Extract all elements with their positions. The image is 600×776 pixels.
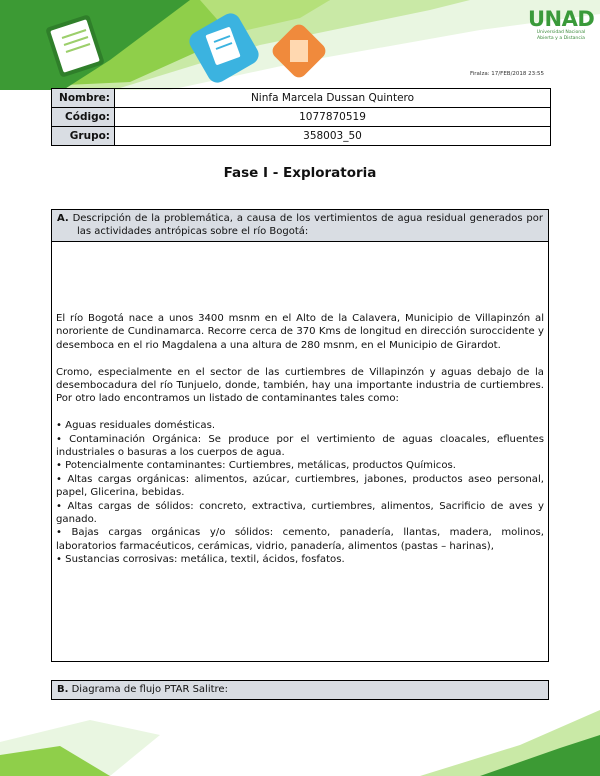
- list-item: • Contaminación Orgánica: Se produce por el vertimiento de aguas cloacales, efluentes industriales o basuras a los cuerpos de agua.: [56, 433, 544, 459]
- page-title: Fase I - Exploratoria: [223, 165, 377, 181]
- section-b-box: [51, 680, 549, 700]
- list-item: • Sustancias corrosivas: metálica, textil, ácidos, fosfatos.: [56, 554, 345, 566]
- date-stamp: Firalza: 17/FEB/2018 23:55: [470, 71, 545, 77]
- code-value: 1077870519: [115, 108, 551, 127]
- list-item: • Bajas cargas orgánicas y/o sólidos: cemento, panadería, llantas, madera, molinos, laboratorios farmacéuticos, cerámicas, vidrio, panadería, alimentos (pastas – harinas),: [56, 527, 544, 552]
- section-a-heading: Descripción de la problemática, a causa de los vertimientos de agua residual generados por las actividades antrópicas sobre el río Bogotá:: [72, 213, 543, 237]
- list-item: • Potencialmente contaminantes: Curtiembres, metálicas, productos Químicos.: [56, 460, 456, 472]
- table-row: [52, 108, 551, 127]
- code-label: Código:: [52, 108, 115, 127]
- section-a-header: [52, 210, 548, 242]
- section-a-body: [56, 312, 544, 567]
- section-b-heading: Diagrama de flujo PTAR Salitre:: [71, 684, 228, 695]
- contaminants-list: [56, 419, 544, 566]
- name-label: Nombre:: [52, 89, 115, 108]
- logo-line-1: Universidad Nacional: [536, 30, 586, 35]
- table-row: [52, 127, 551, 146]
- name-value: Ninfa Marcela Dussan Quintero: [115, 89, 551, 108]
- section-a-letter: A.: [57, 213, 69, 224]
- paragraph: Cromo, especialmente en el sector de las curtiembres de Villapinzón y aguas debajo de la desembocadura del río Tunjuelo, donde, también, hay una importante industria de curtiembres. Por otro lado encontramos un listado de contaminantes tales como:: [56, 366, 544, 405]
- list-item: • Altas cargas orgánicas: alimentos, azúcar, curtiembres, jabones, productos aseo personal, papel, Glicerina, bebidas.: [56, 473, 544, 499]
- group-label: Grupo:: [52, 127, 115, 146]
- section-b-header: [52, 681, 548, 699]
- table-row: [52, 89, 551, 108]
- group-value: 358003_50: [115, 127, 551, 146]
- paragraph: El río Bogotá nace a unos 3400 msnm en el Alto de la Calavera, Municipio de Villapinzón al nororiente de Cundinamarca. Recorre cerca de 370 Kms de longitud en dirección suroccidente y desemboca en el rio Magdalena a una altura de 280 msnm, en el Municipio de Girardot.: [56, 313, 544, 351]
- unad-logo: [528, 8, 594, 42]
- student-info-table: [51, 88, 551, 146]
- list-item: • Aguas residuales domésticas.: [56, 420, 216, 432]
- section-b-letter: B.: [57, 684, 69, 695]
- list-item: • Altas cargas de sólidos: concreto, extractiva, curtiembres, alimentos, Sacrificio de aves y ganado.: [56, 500, 544, 526]
- logo-line-2: Abierta y a Distancia: [537, 36, 585, 41]
- logo-mark: UNAD: [528, 7, 595, 31]
